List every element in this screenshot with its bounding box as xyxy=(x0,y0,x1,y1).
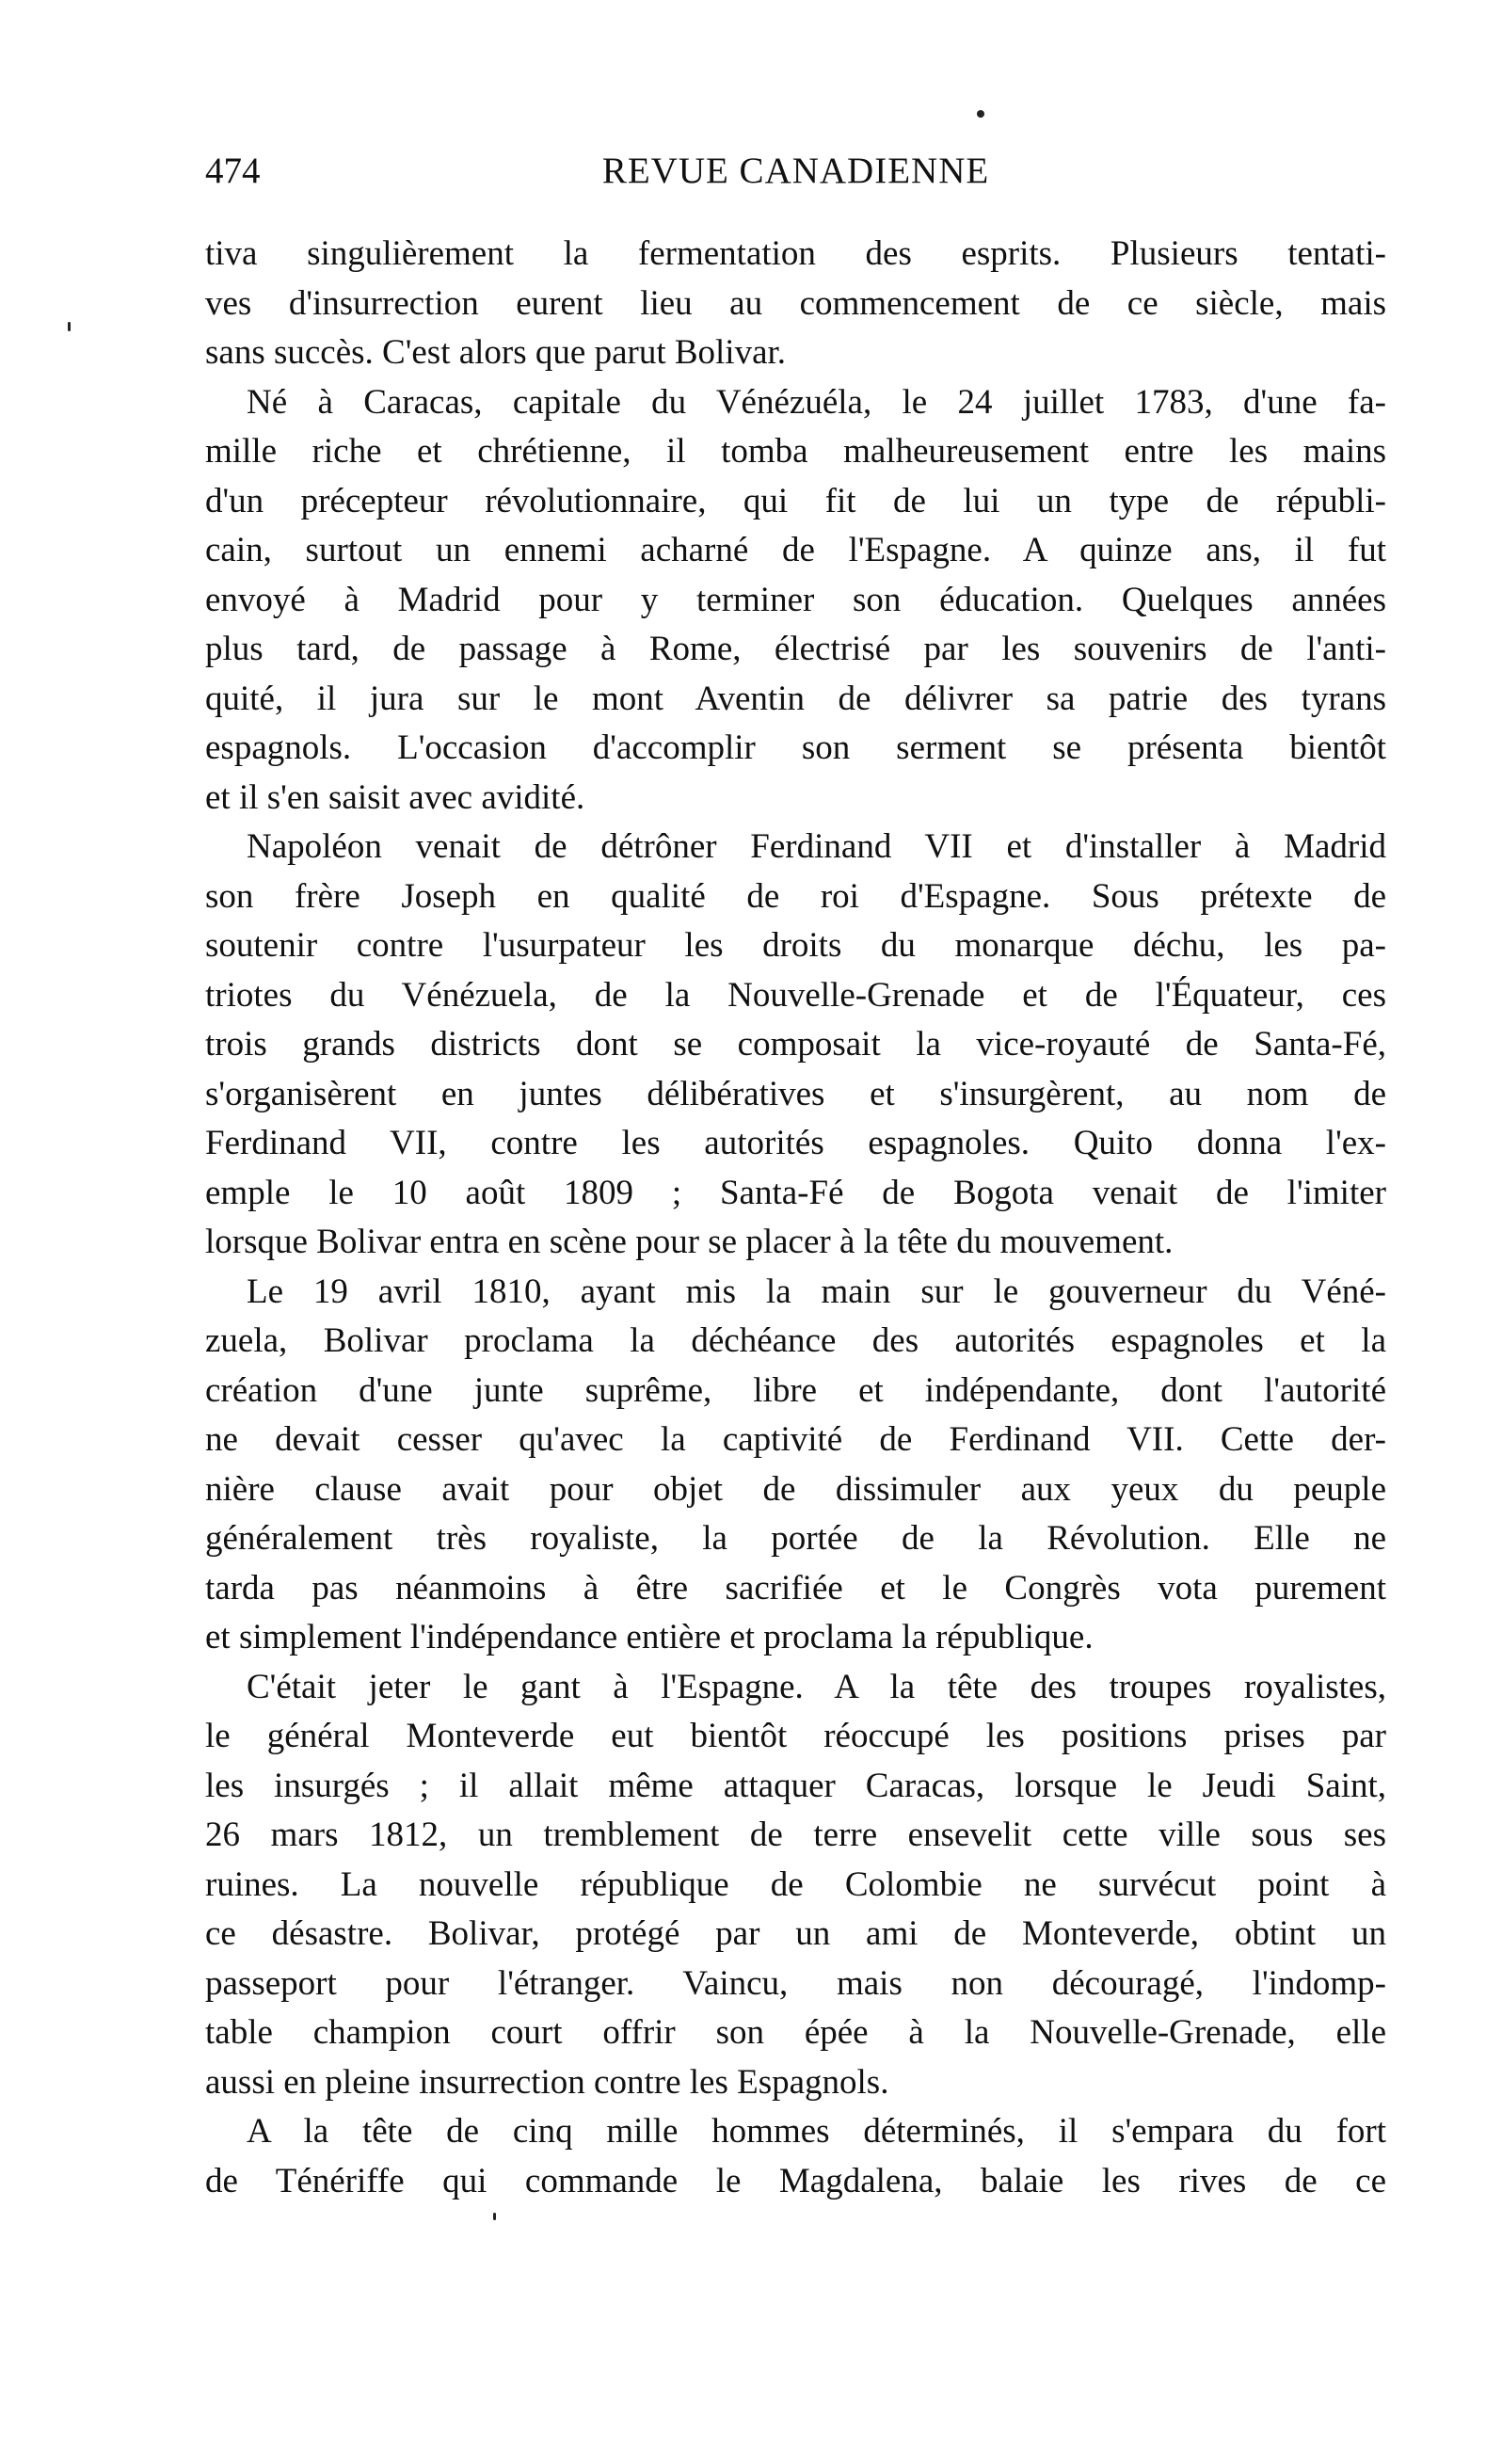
text-line: ce désastre. Bolivar, protégé par un ami de Monteverde, obtint un xyxy=(205,1914,1386,1953)
text-line: Ferdinand VII, contre les autorités espagnoles. Quito donna l'ex- xyxy=(205,1124,1386,1162)
text-line: et simplement l'indépendance entière et proclama la république. xyxy=(205,1618,1094,1656)
text-line: d'un précepteur révolutionnaire, qui fit de lui un type de républi- xyxy=(205,481,1386,520)
text-line: tarda pas néanmoins à être sacrifiée et le Congrès vota purement xyxy=(205,1568,1386,1608)
ink-speck xyxy=(977,110,984,118)
text-line: mille riche et chrétienne, il tomba malheureusement entre les mains xyxy=(205,432,1386,471)
text-line: zuela, Bolivar proclama la déchéance des autorités espagnoles et la xyxy=(205,1321,1386,1360)
ink-speck xyxy=(493,2213,496,2220)
text-line: quité, il jura sur le mont Aventin de délivrer sa patrie des tyrans xyxy=(205,679,1386,718)
text-line: triotes du Vénézuela, de la Nouvelle-Grenade et de l'Équateur, ces xyxy=(205,975,1386,1015)
text-line: son frère Joseph en qualité de roi d'Espagne. Sous prétexte de xyxy=(205,876,1386,916)
text-line: passeport pour l'étranger. Vaincu, mais non découragé, l'indomp- xyxy=(205,1963,1386,2003)
text-line: généralement très royaliste, la portée de la Révolution. Elle ne xyxy=(205,1519,1386,1558)
text-line: espagnols. L'occasion d'accomplir son serment se présenta bientôt xyxy=(205,728,1386,767)
text-line: sans succès. C'est alors que parut Bolivar. xyxy=(205,333,787,372)
text-line: table champion court offrir son épée à la Nouvelle-Grenade, elle xyxy=(205,2013,1386,2052)
page-header xyxy=(205,149,1386,205)
text-line: le général Monteverde eut bientôt réoccupé les positions prises par xyxy=(205,1717,1386,1755)
ink-speck xyxy=(68,322,71,331)
text-line: C'était jeter le gant à l'Espagne. A la tête des troupes royalistes, xyxy=(247,1667,1386,1706)
running-title: REVUE CANADIENNE xyxy=(601,151,990,191)
text-line: soutenir contre l'usurpateur les droits du monarque déchu, les pa- xyxy=(205,926,1386,965)
text-line: les insurgés ; il allait même attaquer Caracas, lorsque le Jeudi Saint, xyxy=(205,1766,1386,1805)
text-line: et il s'en saisit avec avidité. xyxy=(205,777,585,817)
text-line: lorsque Bolivar entra en scène pour se placer à la tête du mouvement. xyxy=(205,1223,1174,1261)
text-line: plus tard, de passage à Rome, électrisé par les souvenirs de l'anti- xyxy=(205,630,1386,668)
text-line: s'organisèrent en juntes délibératives et s'insurgèrent, au nom de xyxy=(205,1074,1386,1113)
text-line: création d'une junte suprême, libre et indépendante, dont l'autorité xyxy=(205,1370,1386,1410)
text-line: cain, surtout un ennemi acharné de l'Espagne. A quinze ans, il fut xyxy=(205,531,1386,569)
text-line: de Ténériffe qui commande le Magdalena, balaie les rives de ce xyxy=(205,2161,1386,2200)
text-line: trois grands districts dont se composait la vice-royauté de Santa-Fé, xyxy=(205,1025,1386,1064)
text-line: 26 mars 1812, un tremblement de terre ensevelit cette ville sous ses xyxy=(205,1816,1386,1854)
text-line: ves d'insurrection eurent lieu au commencement de ce siècle, mais xyxy=(205,283,1386,323)
page-number: 474 xyxy=(205,151,261,191)
text-line: aussi en pleine insurrection contre les Espagnols. xyxy=(205,2062,889,2102)
body-text xyxy=(205,230,1386,2206)
text-line: emple le 10 août 1809 ; Santa-Fé de Bogota venait de l'imiter xyxy=(205,1173,1386,1212)
text-line: envoyé à Madrid pour y terminer son éducation. Quelques années xyxy=(205,580,1386,619)
text-line: A la tête de cinq mille hommes déterminés, il s'empara du fort xyxy=(247,2112,1386,2151)
text-line: nière clause avait pour objet de dissimuler aux yeux du peuple xyxy=(205,1469,1386,1509)
text-line: Le 19 avril 1810, ayant mis la main sur le gouverneur du Véné- xyxy=(247,1272,1386,1311)
text-line: Né à Caracas, capitale du Vénézuéla, le 24 juillet 1783, d'une fa- xyxy=(247,382,1386,422)
text-line: Napoléon venait de détrôner Ferdinand VII et d'installer à Madrid xyxy=(247,827,1386,866)
text-line: tiva singulièrement la fermentation des esprits. Plusieurs tentati- xyxy=(205,234,1386,273)
text-line: ruines. La nouvelle république de Colombie ne survécut point à xyxy=(205,1864,1386,1904)
text-line: ne devait cesser qu'avec la captivité de Ferdinand VII. Cette der- xyxy=(205,1420,1386,1459)
